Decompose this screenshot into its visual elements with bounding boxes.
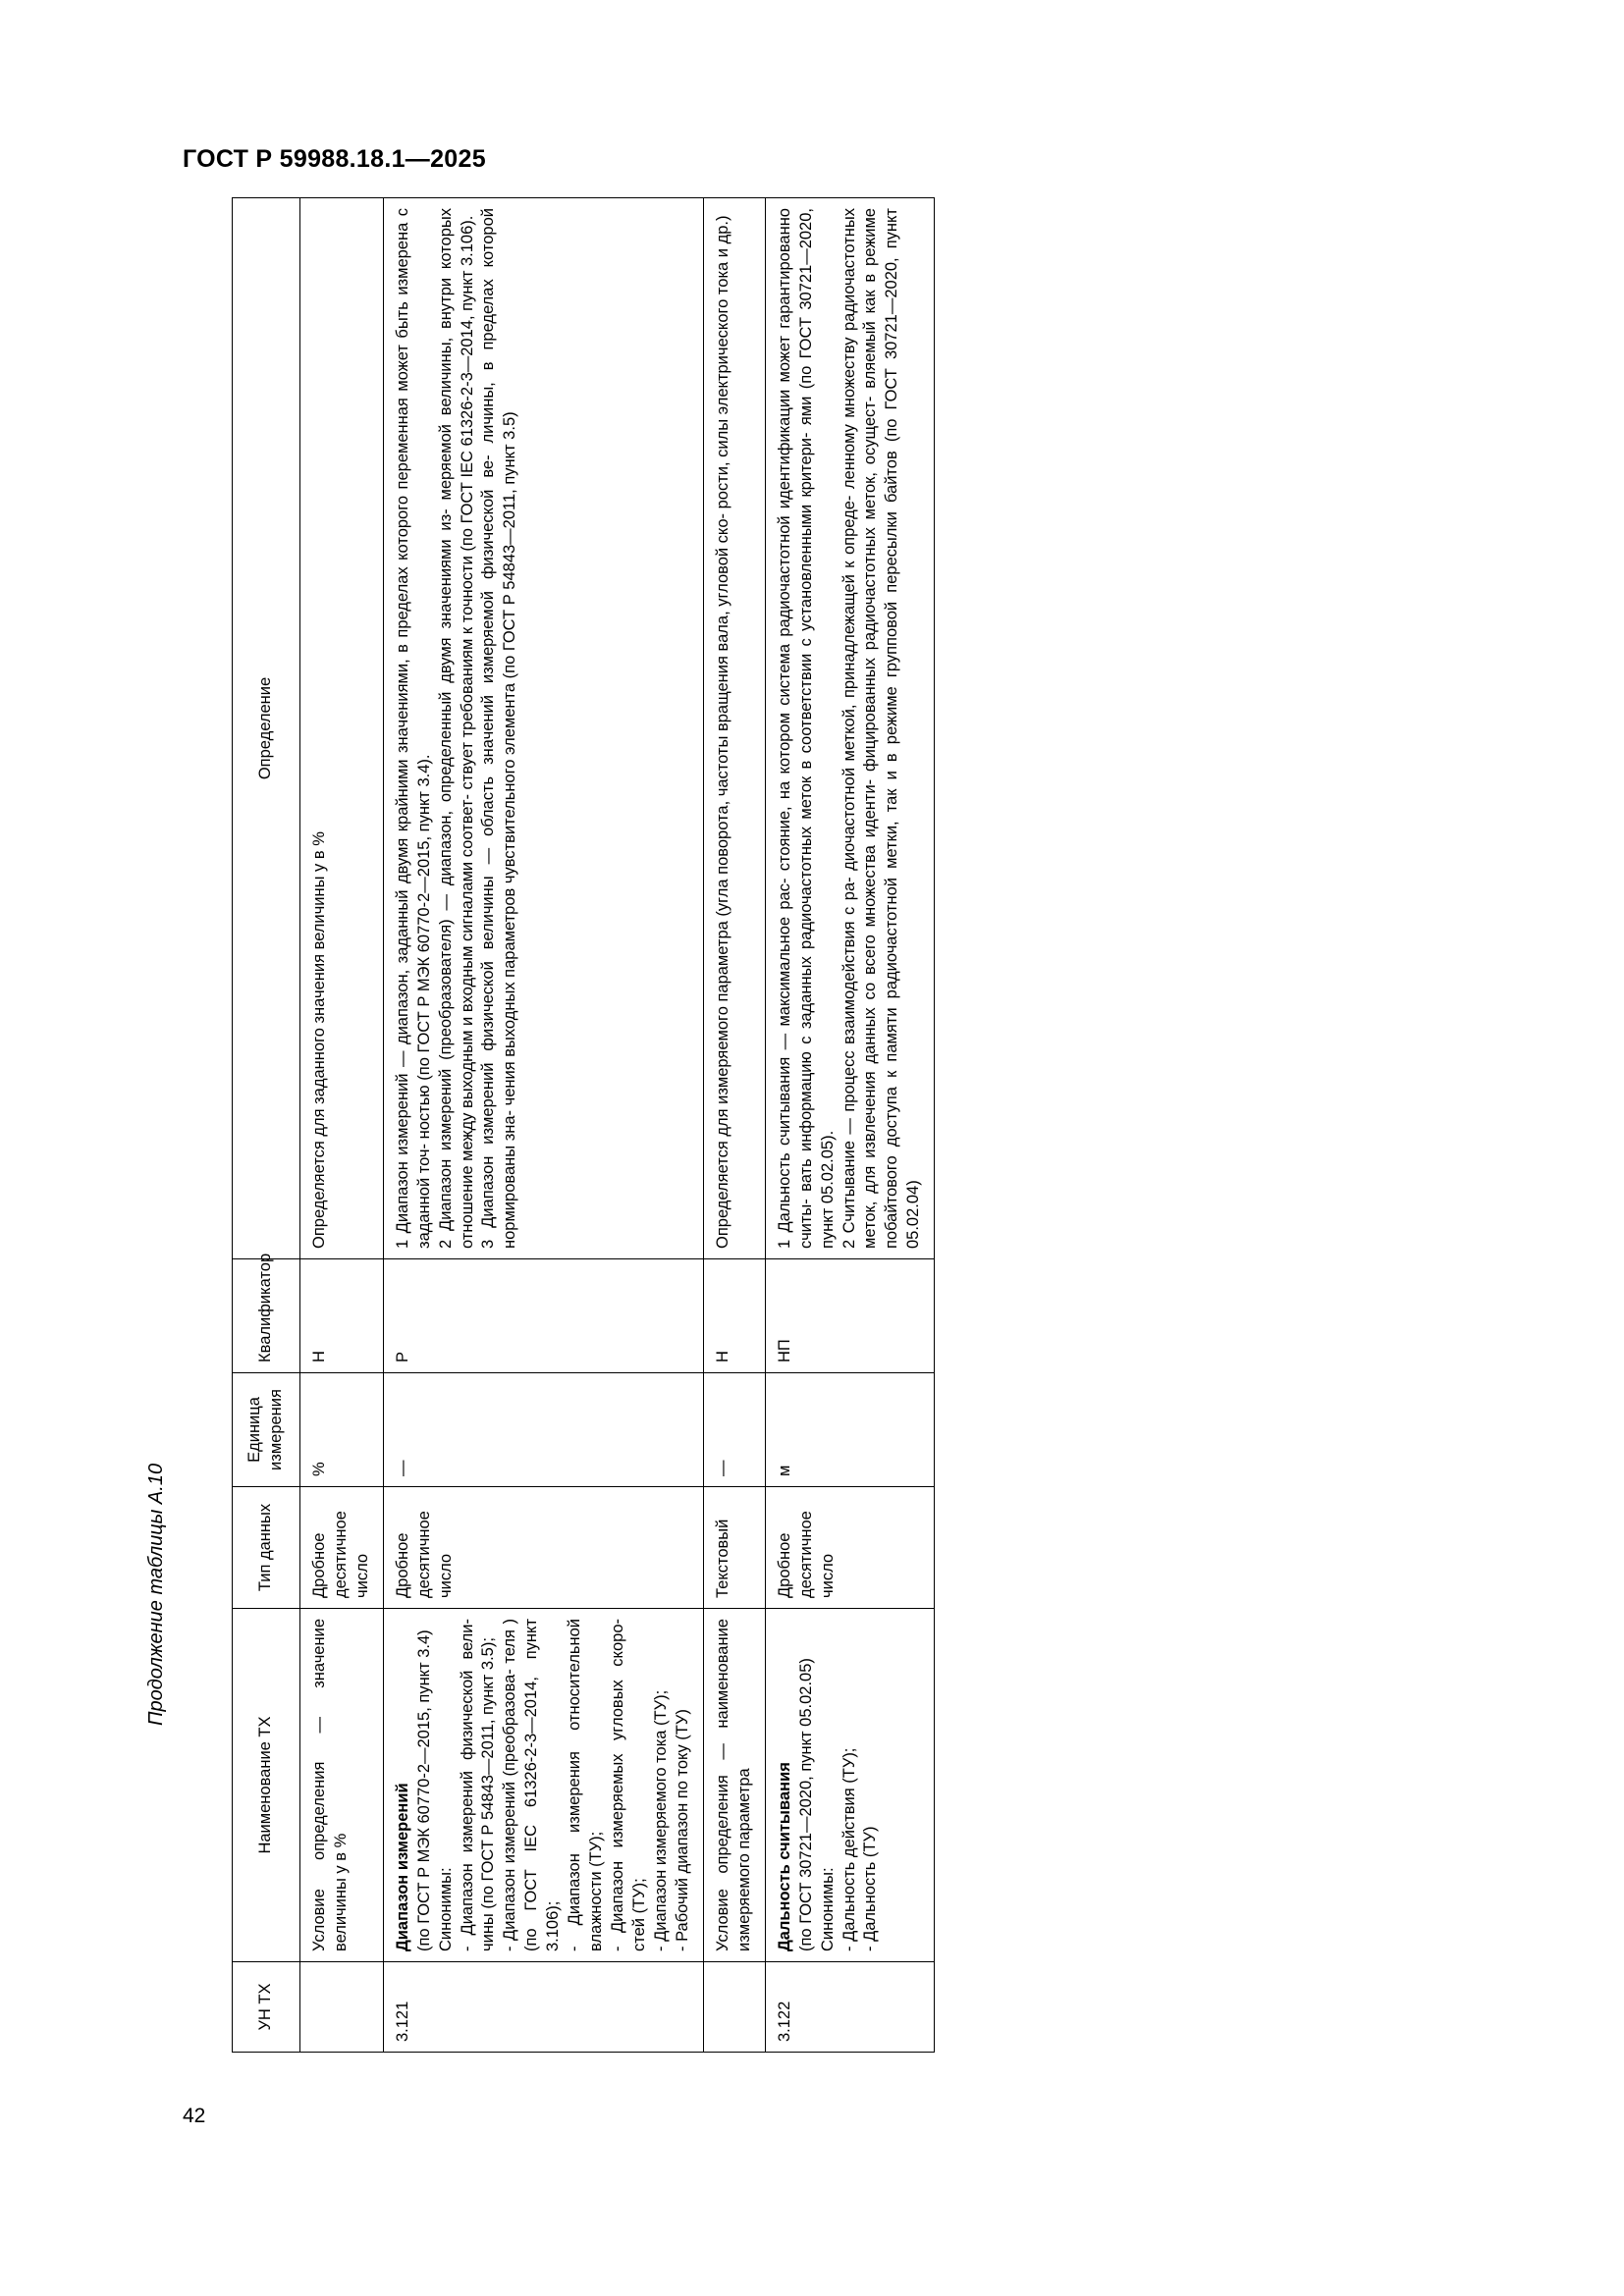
characteristic-title: Диапазон измерений xyxy=(393,1783,411,1951)
table-continuation-label: Продолжение таблицы А.10 xyxy=(145,1463,167,1726)
cell-unit: % xyxy=(299,1373,383,1487)
column-header-definition: Определение xyxy=(233,198,300,1259)
definition-note: 2 Диапазон измерений (преобразователя) — диапазон, определенный двумя значениями из- меряемой величины, внутри которых отношение между выходным и входным сигналами соответ- ствует требованиям к точности (по ГОСТ IEC 61326-2-3—2014, пункт 3.106). xyxy=(436,208,476,1249)
cell-un: 3.121 xyxy=(383,1962,703,2053)
table-row xyxy=(383,198,703,2053)
cell-definition xyxy=(765,198,935,1259)
page-number: 42 xyxy=(183,2105,206,2127)
cell-unit: — xyxy=(703,1373,765,1487)
characteristic-reference: (по ГОСТ 30721—2020, пункт 05.02.05) xyxy=(796,1658,815,1951)
synonym-item: - Диапазон измеряемого тока (ТУ); xyxy=(651,1689,670,1951)
column-header-qualifier: Квалификатор xyxy=(233,1259,300,1373)
synonyms-label: Синонимы: xyxy=(436,1867,455,1951)
page-title: ГОСТ Р 59988.18.1—2025 xyxy=(183,145,486,173)
cell-qualifier: НП xyxy=(765,1259,935,1373)
characteristic-reference: (по ГОСТ Р МЭК 60770-2—2015, пункт 3.4) xyxy=(414,1629,433,1951)
cell-data-type: Дробное десятичное число xyxy=(765,1487,935,1609)
table-row xyxy=(299,198,383,2053)
synonym-item: - Диапазон измерений физической вели- чины (по ГОСТ Р 54843—2011, пункт 3.5); xyxy=(458,1619,498,1951)
cell-unit: — xyxy=(383,1373,703,1487)
cell-name: Условие определения — значение величины у в % xyxy=(299,1609,383,1962)
cell-qualifier: Н xyxy=(299,1259,383,1373)
synonym-item: - Диапазон измерений (преобразова- теля ) (по ГОСТ IEC 61326-2-3—2014, пункт 3.106); xyxy=(501,1619,563,1951)
characteristic-title: Дальность считывания xyxy=(775,1762,793,1951)
definition-note: 1 Дальность считывания — максимальное рас- стояние, на котором система радиочастотной идентификации может гарантированно считы- вать информацию с заданных радиочастотных меток в соответствии с установленными критери- ями (по ГОСТ 30721—2020, пункт 05.02.05). xyxy=(775,208,837,1249)
definition-note: 1 Диапазон измерений — диапазон, заданный двумя крайними значениями, в пределах которого переменная может быть измерена с заданной точ- ностью (по ГОСТ Р МЭК 60770-2—2015, пункт 3.4). xyxy=(393,208,433,1249)
cell-qualifier: Р xyxy=(383,1259,703,1373)
column-header-un: УН ТХ xyxy=(233,1962,300,2053)
column-header-unit: Единица измерения xyxy=(233,1373,300,1487)
characteristics-table xyxy=(232,197,935,2053)
column-header-name: Наименование ТХ xyxy=(233,1609,300,1962)
cell-name xyxy=(383,1609,703,1962)
cell-name xyxy=(765,1609,935,1962)
synonym-item: - Диапазон измеряемых угловых скоро- стей (ТУ); xyxy=(609,1619,648,1951)
synonyms-label: Синонимы: xyxy=(818,1867,837,1951)
cell-data-type: Текстовый xyxy=(703,1487,765,1609)
synonym-item: - Рабочий диапазон по току (ТУ) xyxy=(673,1709,691,1951)
cell-data-type: Дробное десятичное число xyxy=(383,1487,703,1609)
cell-un xyxy=(703,1962,765,2053)
synonym-item: - Дальность (ТУ) xyxy=(861,1826,880,1951)
cell-unit: м xyxy=(765,1373,935,1487)
synonym-item: - Дальность действия (ТУ); xyxy=(839,1747,858,1951)
cell-qualifier: Н xyxy=(703,1259,765,1373)
characteristics-table-container xyxy=(232,197,935,2053)
column-header-data-type: Тип данных xyxy=(233,1487,300,1609)
cell-definition: Определяется для измеряемого параметра (угла поворота, частоты вращения вала, угловой ско- рости, силы электрического тока и др.) xyxy=(703,198,765,1259)
table-header-row xyxy=(233,198,300,2053)
cell-definition xyxy=(383,198,703,1259)
table-row xyxy=(765,198,935,2053)
definition-note: 2 Считывание — процесс взаимодействия с ра- диочастотной меткой, принадлежащей к опреде- ленному множеству радиочастотных меток, для извлечения данных со всего множества иденти- фицированных радиочастотных меток, осущест- вляемый как в режиме побайтового доступа к памяти радиочастотной метки, так и в режиме групповой пересылки байтов (по ГОСТ 30721—2020, пункт 05.02.04) xyxy=(839,208,923,1249)
table-row xyxy=(703,198,765,2053)
cell-un: 3.122 xyxy=(765,1962,935,2053)
cell-name: Условие определения — наименование измеряемого параметра xyxy=(703,1609,765,1962)
synonym-item: - Диапазон измерения относительной влажности (ТУ); xyxy=(566,1619,606,1951)
cell-un xyxy=(299,1962,383,2053)
cell-definition: Определяется для заданного значения величины у в % xyxy=(299,198,383,1259)
cell-data-type: Дробное десятичное число xyxy=(299,1487,383,1609)
definition-note: 3 Диапазон измерений физической величины — область значений измеряемой физической ве- личины, в пределах которой нормированы зна- чения выходных параметров чувствительного элемента (по ГОСТ Р 54843—2011, пункт 3.5) xyxy=(479,208,519,1249)
